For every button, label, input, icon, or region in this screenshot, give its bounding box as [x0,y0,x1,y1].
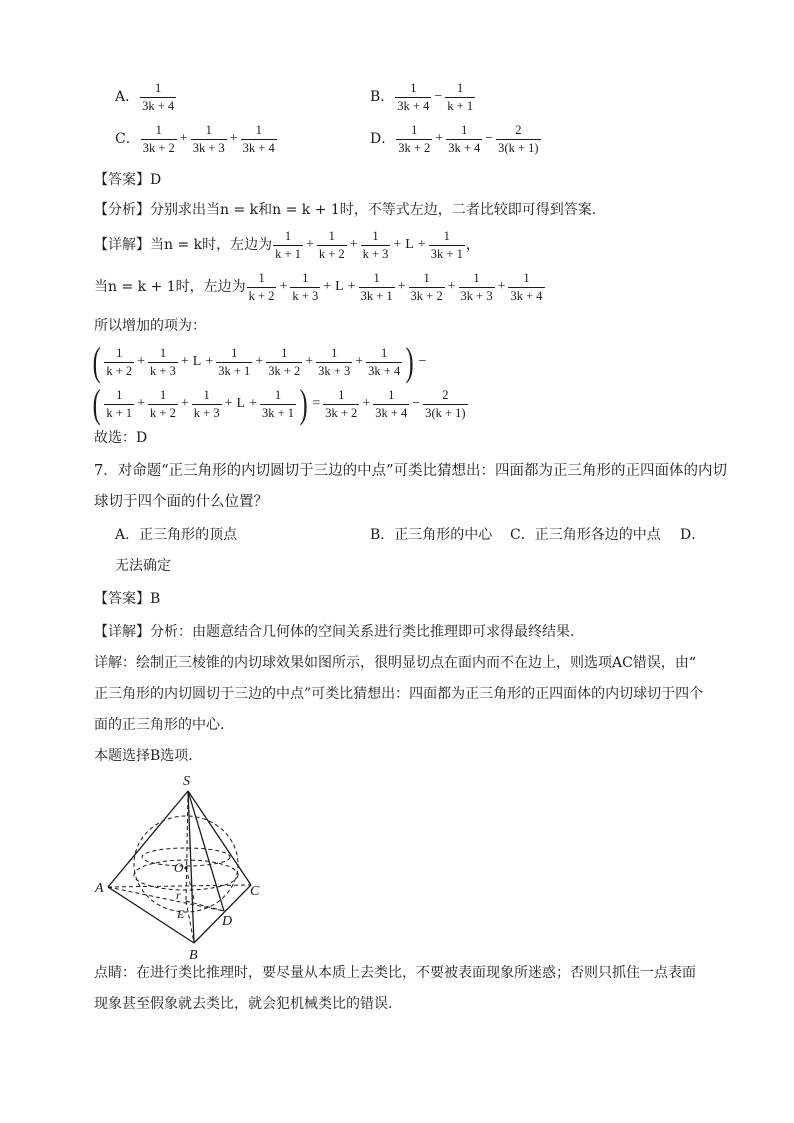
answer-value: B [150,591,161,607]
option-a-label: A． [115,89,140,105]
option-b: B． $\frac{1}{3k + 4}$ − $\frac{1}{k + 1}$ [370,81,474,113]
radius-r [186,868,194,899]
center-dot [184,866,187,869]
q7-detail-line-5: 本题选择B选项. [94,748,193,764]
label-s: S [183,774,190,789]
sphere-upper [142,848,230,866]
answer-tag: 【答案】 [94,172,150,188]
label-c: C [250,884,260,899]
fraction: $\frac{1}{3k + 2}$ [398,123,431,155]
q7-answer-line [94,592,160,606]
label-d: D [222,914,233,929]
option-a [115,82,177,112]
label-b: B [189,948,198,961]
fraction: $\frac{1}{3k + 4}$ [397,81,430,113]
comment-line-1: 点睛：在进行类比推理时，要尽量从本质上去类比，不要被表面现象所迷惑；否则只抓住一点表面 [94,965,696,981]
label-o: O [174,860,184,875]
q7-option-c: C．正三角形各边的中点 [510,527,661,543]
analysis-text: 分别求出当n = k和n = k + 1时，不等式左边，二者比较即可得到答案. [150,202,597,218]
detail-line-2: 当n = k + 1时，左边为 $\frac{1}{k + 2}$ + $\frac{1}{k + 3}$ + L + $\frac{1}{3k + 1}$ + $\frac{1}{3k + 2}$ + $\frac{1}{3k + 3}$ + $\frac{1}{3k + 4}$ [94,271,543,303]
edge-sc [188,791,251,885]
fraction: $\frac{1}{3k + 3}$ [192,123,225,155]
analysis-tag: 【分析】 [94,202,150,218]
fraction: $\frac{1}{3k + 4}$ [142,81,175,113]
q7-detail-line-3: 正三角形的内切圆切于三边的中点”可类比猜想出：四面都为正三角形的正四面体的内切球切于四个 [94,686,704,702]
option-c-label: C． [115,131,140,147]
answer-line [94,173,161,187]
edge-sb [188,791,194,943]
detail-line-1: 【详解】 当n = k时，左边为 $\frac{1}{k + 1}$ + $\frac{1}{k + 2}$ + $\frac{1}{k + 3}$ + L + $\frac{1}{3k + 1}$ ， [94,229,480,261]
q7-stem-line-1: 7．对命题“正三角形的内切圆切于三边的中点”可类比猜想出：四面都为正三角形的正四面体的内切 [94,463,728,479]
q7-option-d: D． [680,527,706,543]
added-terms-label: 所以增加的项为： [94,318,206,334]
q7-option-b: B．正三角形的中心 [370,527,493,543]
option-b-label: B． [370,89,395,105]
fraction: $\frac{1}{3k + 4}$ [448,123,481,155]
expression-line-1: ( $\frac{1}{k + 2}$ + $\frac{1}{k + 3}$ + L + $\frac{1}{3k + 1}$ + $\frac{1}{3k + 2}$ + $\frac{1}{3k + 3}$ + $\frac{1}{3k + 4}$ ) − [92,339,427,384]
option-d: D． $\frac{1}{3k + 2}$ + $\frac{1}{3k + 4}$ − $\frac{2}{3(k + 1)}$ [370,123,539,155]
q7-detail-line-2: 详解：绘制正三棱锥的内切球效果如图所示，很明显切点在面内而不在边上，则选项AC错误，由“ [94,655,696,671]
fraction: $\frac{2}{3(k + 1)}$ [498,123,539,155]
fraction: $\frac{1}{3k + 2}$ [142,123,175,155]
q7-detail-line-4: 面的正三角形的中心. [94,717,225,733]
q7-option-a: A．正三角形的顶点 [115,527,238,543]
answer-value: D [150,172,162,188]
option-d-label: D． [370,131,396,147]
detail-tag: 【详解】 [94,624,150,640]
answer-tag: 【答案】 [94,591,150,607]
analysis-line [94,203,596,217]
label-r: r [176,888,181,902]
label-e: E [177,907,185,921]
q7-detail-line-1: 【详解】分析：由题意结合几何体的空间关系进行类比推理即可求得最终结果. [94,624,575,640]
fraction: $\frac{1}{k + 1}$ [447,81,474,113]
detail-tag: 【详解】 [94,237,150,253]
option-c: C． $\frac{1}{3k + 2}$ + $\frac{1}{3k + 3}$ + $\frac{1}{3k + 4}$ [115,123,275,155]
label-a: A [95,881,104,896]
fraction: $\frac{1}{3k + 4}$ [242,123,275,155]
edge-ac [108,885,251,887]
expression-line-2: ( $\frac{1}{k + 1}$ + $\frac{1}{k + 2}$ + $\frac{1}{k + 3}$ + L + $\frac{1}{3k + 1}$ ) = $\frac{1}{3k + 2}$ + $\frac{1}{3k + 4}$ − $\frac{2}{3(k + 1)}$ [92,381,466,426]
choose-line: 故选：D [94,430,148,446]
comment-line-2: 现象甚至假象就去类比，就会犯机械类比的错误. [94,996,393,1012]
line-so [186,791,188,901]
q7-option-d-cont: 无法确定 [115,558,171,574]
tetrahedron-figure [94,771,274,961]
q7-stem-line-2: 球切于四个面的什么位置？ [94,494,268,510]
